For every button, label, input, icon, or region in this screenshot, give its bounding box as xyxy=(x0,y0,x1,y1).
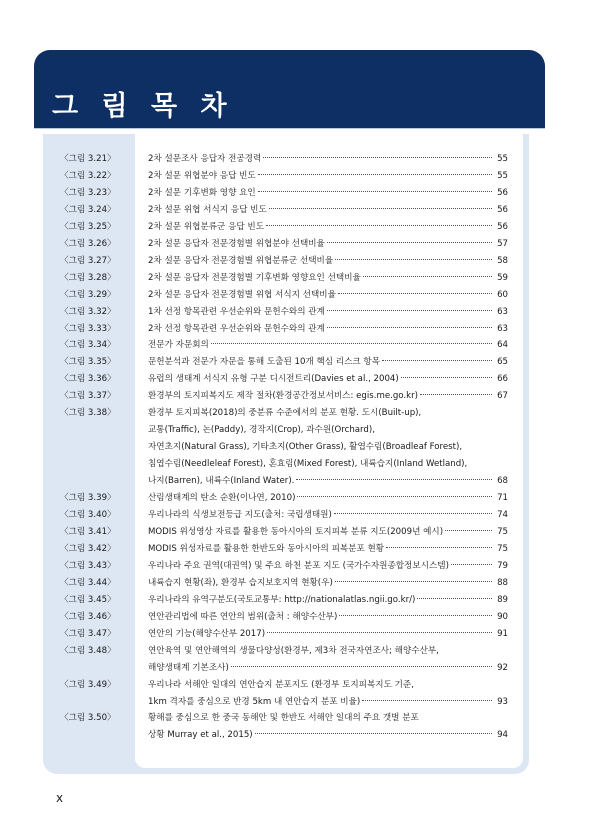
figure-title-line: 환경부의 토지피복지도 제작 절차(환경공간정보서비스: egis.me.go.kr) xyxy=(148,391,418,402)
dot-leader xyxy=(327,242,492,243)
figure-number: 〈그림 3.49〉 xyxy=(60,679,116,690)
page-ref: 58 xyxy=(497,255,508,266)
figure-number: 〈그림 3.39〉 xyxy=(60,493,116,504)
figure-number: 〈그림 3.25〉 xyxy=(60,221,116,232)
page-ref: 56 xyxy=(497,187,508,198)
toc-entry[interactable] xyxy=(58,270,508,287)
dot-leader xyxy=(417,598,492,599)
page-ref: 75 xyxy=(497,526,508,537)
page-ref: 79 xyxy=(497,560,508,571)
page-ref: 56 xyxy=(497,204,508,215)
dot-leader xyxy=(445,530,492,531)
dot-leader xyxy=(451,564,492,565)
page-ref: 71 xyxy=(497,493,508,504)
dot-leader xyxy=(386,547,492,548)
figure-caption xyxy=(148,558,508,575)
figure-number: 〈그림 3.28〉 xyxy=(60,272,116,283)
figure-caption xyxy=(148,524,508,541)
dot-leader xyxy=(420,394,492,395)
figure-list xyxy=(58,151,508,744)
figure-number: 〈그림 3.50〉 xyxy=(60,713,116,724)
page-ref: 55 xyxy=(497,154,508,164)
dot-leader xyxy=(382,360,492,361)
dot-leader xyxy=(401,377,492,378)
figure-number: 〈그림 3.41〉 xyxy=(60,526,116,537)
page-ref: 89 xyxy=(497,594,508,605)
figure-title-line: MODIS 위성자료를 활용한 한반도와 동아시아의 피복분포 현황 xyxy=(148,543,385,554)
figure-caption xyxy=(148,575,508,592)
dot-leader xyxy=(266,225,492,226)
dot-leader xyxy=(362,700,492,701)
toc-entry[interactable] xyxy=(58,185,508,202)
figure-title-line: 연안육역 및 연안해역의 생물다양성(환경부, 제3차 전국자연조사; 해양수산부, xyxy=(148,645,439,656)
figure-number: 〈그림 3.34〉 xyxy=(60,340,116,351)
figure-caption xyxy=(148,168,508,185)
figure-caption xyxy=(148,388,508,405)
figure-title-line: 상황 Murray et al., 2015) xyxy=(148,730,253,741)
figure-number: 〈그림 3.27〉 xyxy=(60,255,116,266)
figure-title-line: 연안관리법에 따른 연안의 범위(출처 : 해양수산부) xyxy=(148,611,338,622)
figure-title-line: 2차 설문조사 응답자 전공경력 xyxy=(148,154,262,164)
dot-leader xyxy=(339,615,492,616)
figure-number: 〈그림 3.29〉 xyxy=(60,289,116,300)
figure-title-line: 2차 선정 항목관련 우선순위와 문헌수와의 관계 xyxy=(148,323,325,334)
figure-title-line: 연안의 기능(해양수산부 2017) xyxy=(148,628,266,639)
figure-caption xyxy=(148,490,508,507)
figure-caption xyxy=(148,405,508,490)
toc-entry[interactable] xyxy=(58,371,508,388)
figure-caption xyxy=(148,202,508,219)
toc-entry[interactable] xyxy=(58,321,508,338)
dot-leader xyxy=(327,310,492,311)
figure-title-line: 2차 설문 응답자 전문경험별 위협분야 선택비율 xyxy=(148,238,325,249)
toc-entry[interactable] xyxy=(58,524,508,541)
figure-number: 〈그림 3.48〉 xyxy=(60,645,116,656)
figure-title-line: 2차 설문 응답자 전문경험별 위협분류군 선택비율 xyxy=(148,255,334,266)
page-ref: 55 xyxy=(497,170,508,181)
figure-caption xyxy=(148,304,508,321)
figure-number: 〈그림 3.38〉 xyxy=(60,408,116,419)
figure-title-line: 문헌분석과 전문가 자문을 통해 도출된 10개 핵심 리스크 항목 xyxy=(148,357,381,368)
figure-number: 〈그림 3.47〉 xyxy=(60,628,116,639)
toc-entry[interactable] xyxy=(58,558,508,575)
figure-number: 〈그림 3.35〉 xyxy=(60,357,116,368)
page-ref: 91 xyxy=(497,628,508,639)
toc-header xyxy=(34,50,545,128)
figure-title-line: 해양생태계 기본조사) xyxy=(148,662,229,673)
page-ref: 68 xyxy=(497,476,508,487)
figure-number: 〈그림 3.44〉 xyxy=(60,577,116,588)
page-ref: 60 xyxy=(497,289,508,300)
toc-entry[interactable] xyxy=(58,236,508,253)
figure-title-line: 우리나라의 식생보전등급 지도(출처: 국립생태원) xyxy=(148,510,332,521)
figure-number: 〈그림 3.26〉 xyxy=(60,238,116,249)
figure-caption xyxy=(148,541,508,558)
figure-title-line: 나지(Barren), 내륙수(Inland Water). xyxy=(148,476,295,487)
figure-number: 〈그림 3.24〉 xyxy=(60,204,116,215)
figure-caption xyxy=(148,236,508,253)
figure-caption xyxy=(148,253,508,270)
figure-number: 〈그림 3.46〉 xyxy=(60,611,116,622)
dot-leader xyxy=(335,581,492,582)
toc-entry[interactable] xyxy=(58,643,508,677)
toc-entry[interactable] xyxy=(58,151,508,168)
toc-entry[interactable] xyxy=(58,168,508,185)
figure-number: 〈그림 3.37〉 xyxy=(60,391,116,402)
page-ref: 66 xyxy=(497,374,508,385)
dot-leader xyxy=(338,293,492,294)
figure-caption xyxy=(148,151,508,168)
figure-title-line: 산림생태계의 탄소 순환(이나연, 2010) xyxy=(148,493,296,504)
figure-caption xyxy=(148,609,508,626)
figure-title-line: 1km 격자를 중심으로 반경 5km 내 연안습지 분포 비율) xyxy=(148,696,361,707)
page-ref: 67 xyxy=(497,391,508,402)
figure-title-line: 황해를 중심으로 한 중국 동해안 및 한반도 서해안 일대의 주요 갯벌 분포 xyxy=(148,713,419,724)
figure-number: 〈그림 3.32〉 xyxy=(60,306,116,317)
toc-entry[interactable] xyxy=(58,219,508,236)
toc-entry[interactable] xyxy=(58,253,508,270)
figure-number: 〈그림 3.22〉 xyxy=(60,170,116,181)
figure-title-line: 우리나라의 유역구분도(국토교통부: http://nationalatlas.ngii.go.kr/) xyxy=(148,594,416,605)
figure-number: 〈그림 3.42〉 xyxy=(60,543,116,554)
dot-leader xyxy=(269,208,492,209)
dot-leader xyxy=(296,479,492,480)
figure-title-line: 내륙습지 현황(좌), 환경부 습지보호지역 현황(우) xyxy=(148,577,333,588)
toc-entry[interactable] xyxy=(58,405,508,490)
figure-title-line: MODIS 위성영상 자료를 활용한 동아시아의 토지피복 분류 지도(2009년 예시) xyxy=(148,526,444,537)
dot-leader xyxy=(267,632,492,633)
page-ref: 90 xyxy=(497,611,508,622)
figure-caption xyxy=(148,643,508,677)
figure-caption xyxy=(148,321,508,338)
figure-title-line: 우리나라 서해안 일대의 연안습지 분포지도 (환경부 토지피복지도 기준, xyxy=(148,679,414,690)
figure-title-line: 2차 설문 응답자 전문경험별 위협 서식지 선택비율 xyxy=(148,289,336,300)
figure-number: 〈그림 3.43〉 xyxy=(60,560,116,571)
page-ref: 65 xyxy=(497,357,508,368)
dot-leader xyxy=(334,513,492,514)
page-ref: 59 xyxy=(497,272,508,283)
dot-leader xyxy=(327,327,492,328)
toc-entry[interactable] xyxy=(58,507,508,524)
figure-title-line: 자연초지(Natural Grass), 기타초지(Other Grass), 활엽수림(Broadleaf Forest), xyxy=(148,442,463,453)
figure-number: 〈그림 3.21〉 xyxy=(60,154,116,164)
figure-number: 〈그림 3.23〉 xyxy=(60,187,116,198)
page-ref: 92 xyxy=(497,662,508,673)
figure-title-line: 침엽수림(Needleleaf Forest), 혼효림(Mixed Forest), 내륙습지(Inland Wetland), xyxy=(148,459,468,470)
toc-entry[interactable] xyxy=(58,287,508,304)
page-ref: 56 xyxy=(497,221,508,232)
page-ref: 74 xyxy=(497,510,508,521)
figure-title-line: 유럽의 생태계 서식지 유형 구분 디시전트리(Davies et al., 2004) xyxy=(148,374,399,385)
page-ref: 88 xyxy=(497,577,508,588)
dot-leader xyxy=(231,666,492,667)
figure-title-line: 1차 선정 항목관련 우선순위와 문헌수와의 관계 xyxy=(148,306,325,317)
figure-title-line: 2차 설문 응답자 전문경험별 기후변화 영향요인 선택비율 xyxy=(148,272,361,283)
page-ref: 63 xyxy=(497,323,508,334)
figure-caption xyxy=(148,371,508,388)
dot-leader xyxy=(255,733,492,734)
page-ref: 93 xyxy=(497,696,508,707)
figure-title-line: 2차 설문 위협분류군 응답 빈도 xyxy=(148,221,265,232)
toc-entry[interactable] xyxy=(58,304,508,321)
dot-leader xyxy=(258,191,492,192)
dot-leader xyxy=(363,276,492,277)
toc-entry[interactable] xyxy=(58,541,508,558)
toc-entry[interactable] xyxy=(58,609,508,626)
page-title: 그 림 목 차 xyxy=(52,91,234,122)
toc-entry[interactable] xyxy=(58,575,508,592)
page-number: x xyxy=(56,791,64,805)
toc-entry[interactable] xyxy=(58,592,508,609)
figure-caption xyxy=(148,287,508,304)
figure-title-line: 우리나라 주요 권역(대권역) 및 주요 하천 분포 지도 (국가수자원종합정보시스템) xyxy=(148,560,449,571)
figure-number: 〈그림 3.40〉 xyxy=(60,510,116,521)
toc-entry[interactable] xyxy=(58,710,508,744)
page-ref: 75 xyxy=(497,543,508,554)
figure-caption xyxy=(148,337,508,354)
toc-entry[interactable] xyxy=(58,337,508,354)
header-divider xyxy=(34,128,545,129)
toc-entry[interactable] xyxy=(58,490,508,507)
figure-title-line: 2차 설문 위협분야 응답 빈도 xyxy=(148,170,256,181)
figure-number: 〈그림 3.33〉 xyxy=(60,323,116,334)
figure-title-line: 환경부 토지피복(2018)의 중분류 수준에서의 분포 현황. 도시(Built-up), xyxy=(148,408,422,419)
toc-entry[interactable] xyxy=(58,202,508,219)
page-ref: 63 xyxy=(497,306,508,317)
dot-leader xyxy=(335,259,492,260)
dot-leader xyxy=(211,343,492,344)
figure-caption xyxy=(148,354,508,371)
page-ref: 94 xyxy=(497,730,508,741)
toc-entry[interactable] xyxy=(58,626,508,643)
dot-leader xyxy=(258,174,492,175)
figure-title-line: 2차 설문 위협 서식지 응답 빈도 xyxy=(148,204,267,215)
toc-entry[interactable] xyxy=(58,388,508,405)
dot-leader xyxy=(263,157,492,158)
figure-number: 〈그림 3.36〉 xyxy=(60,374,116,385)
figure-caption xyxy=(148,626,508,643)
toc-entry[interactable] xyxy=(58,677,508,711)
figure-caption xyxy=(148,270,508,287)
figure-caption xyxy=(148,710,508,744)
figure-caption xyxy=(148,677,508,711)
figure-caption xyxy=(148,219,508,236)
figure-title-line: 전문가 자문회의 xyxy=(148,340,209,351)
figure-title-line: 2차 설문 기후변화 영향 요인 xyxy=(148,187,256,198)
figure-caption xyxy=(148,507,508,524)
dot-leader xyxy=(297,496,492,497)
page-ref: 64 xyxy=(497,340,508,351)
figure-title-line: 교통(Traffic), 논(Paddy), 경작지(Crop), 과수원(Orchard), xyxy=(148,425,375,436)
toc-entry[interactable] xyxy=(58,354,508,371)
page-ref: 57 xyxy=(497,238,508,249)
figure-number: 〈그림 3.45〉 xyxy=(60,594,116,605)
figure-caption xyxy=(148,592,508,609)
figure-caption xyxy=(148,185,508,202)
